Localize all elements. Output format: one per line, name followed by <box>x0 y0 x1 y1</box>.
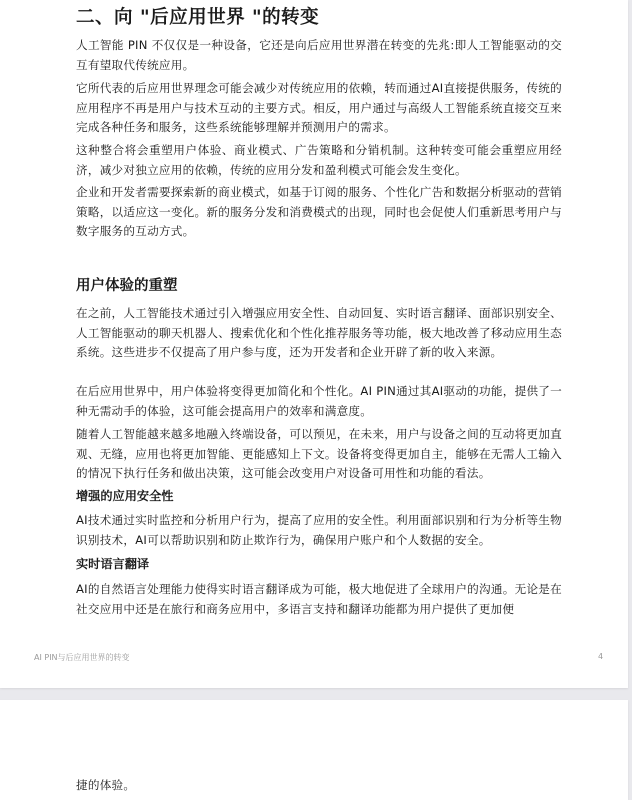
paragraph: 在后应用世界中，用户体验将变得更加简化和个性化。AI PIN通过其AI驱动的功能，提供了一种无需动手的体验，这可能会提高用户的效率和满意度。 <box>76 384 562 418</box>
security-heading: 增强的应用安全性 <box>76 489 174 503</box>
page-number: 4 <box>598 652 604 661</box>
paragraph: 它所代表的后应用世界理念可能会减少对传统应用的依赖，转而通过AI直接提供服务，传统的应用程序不再是用户与技术互动的主要方式。相反，用户通过与高级人工智能系统直接交互来完成各种任务和服务，这些系统能够理解并预测用户的需求。 <box>76 81 562 134</box>
paragraph: 随着人工智能越来越多地融入终端设备，可以预见，在未来，用户与设备之间的互动将更加直观、无缝，应用也将更加智能、更能感知上下文。设备将变得更加自主，能够在无需人工输入的情况下执行任务和做出决策，这可能会改变用户对设备可用性和功能的看法。 <box>76 427 562 480</box>
paragraph: 企业和开发者需要探索新的商业模式，如基于订阅的服务、个性化广告和数据分析驱动的营销策略，以适应这一变化。新的服务分发和消费模式的出现，同时也会促使人们重新思考用户与数字服务的互动方式。 <box>76 185 562 238</box>
ux-paragraph-3 <box>76 425 562 484</box>
translation-heading-wrap <box>76 555 562 573</box>
ux-paragraph-2 <box>76 382 562 421</box>
security-paragraph <box>76 511 562 550</box>
security-heading-wrap <box>76 487 562 505</box>
paragraph: AI的自然语言处理能力使得实时语言翻译成为可能，极大地促进了全球用户的沟通。无论是在社交应用中还是在旅行和商务应用中，多语言支持和翻译功能都为用户提供了更加便 <box>76 582 562 616</box>
paragraph: AI技术通过实时监控和分析用户行为，提高了应用的安全性。利用面部识别和行为分析等生物识别技术，AI可以帮助识别和防止欺诈行为，确保用户账户和个人数据的安全。 <box>76 513 562 547</box>
paragraph: 人工智能 PIN 不仅仅是一种设备，它还是向后应用世界潜在转变的先兆:即人工智能驱动的交互有望取代传统应用。 <box>76 38 562 72</box>
paragraph: 这种整合将会重塑用户体验、商业模式、广告策略和分销机制。这种转变可能会重塑应用经济，减少对独立应用的依赖，传统的应用分发和盈利模式可能会发生变化。 <box>76 143 562 177</box>
footer-title: AI PIN与后应用世界的转变 <box>34 653 130 662</box>
subsection-title: 用户体验的重塑 <box>76 278 178 294</box>
section-title-wrap <box>76 6 562 30</box>
continuation-paragraph <box>76 776 562 796</box>
document-page-5 <box>0 700 628 800</box>
paragraph: 捷的体验。 <box>76 778 136 792</box>
intro-paragraph-2 <box>76 79 562 138</box>
intro-paragraph-4 <box>76 183 562 242</box>
translation-paragraph <box>76 580 562 619</box>
ux-paragraph-1 <box>76 304 562 363</box>
translation-heading: 实时语言翻译 <box>76 557 150 571</box>
intro-paragraph-3 <box>76 141 562 180</box>
paragraph: 在之前，人工智能技术通过引入增强应用安全性、自动回复、实时语言翻译、面部识别安全、人工智能驱动的聊天机器人、搜索优化和个性化推荐服务等功能，极大地改善了移动应用生态系统。这些进步不仅提高了用户参与度，还为开发者和企业开辟了新的收入来源。 <box>76 306 562 359</box>
subsection-title-wrap <box>76 276 562 296</box>
intro-paragraph-1 <box>76 36 562 75</box>
section-title: 二、向 "后应用世界 "的转变 <box>76 7 320 28</box>
